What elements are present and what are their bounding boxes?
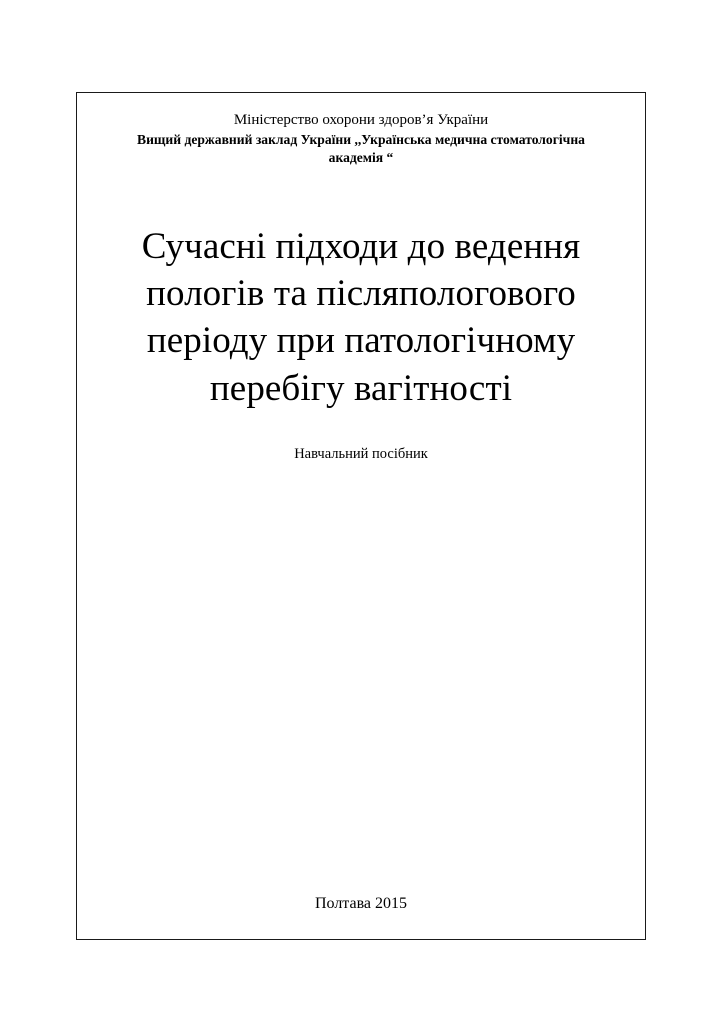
ministry-line: Міністерство охорони здоров’я України (233, 112, 489, 128)
title-page-border (76, 92, 646, 940)
organization-block (107, 111, 615, 167)
imprint-line: Полтава 2015 (314, 895, 408, 912)
title-page-content (77, 93, 645, 939)
institution-line: Вищий державний заклад України ,,Українська медична стоматологічна академія “ (137, 131, 585, 165)
page-title: Сучасні підходи до ведення пологів та післяпологового періоду при патологічному перебігу вагітності (141, 225, 581, 409)
document-subtitle: Навчальний посібник (294, 446, 428, 463)
